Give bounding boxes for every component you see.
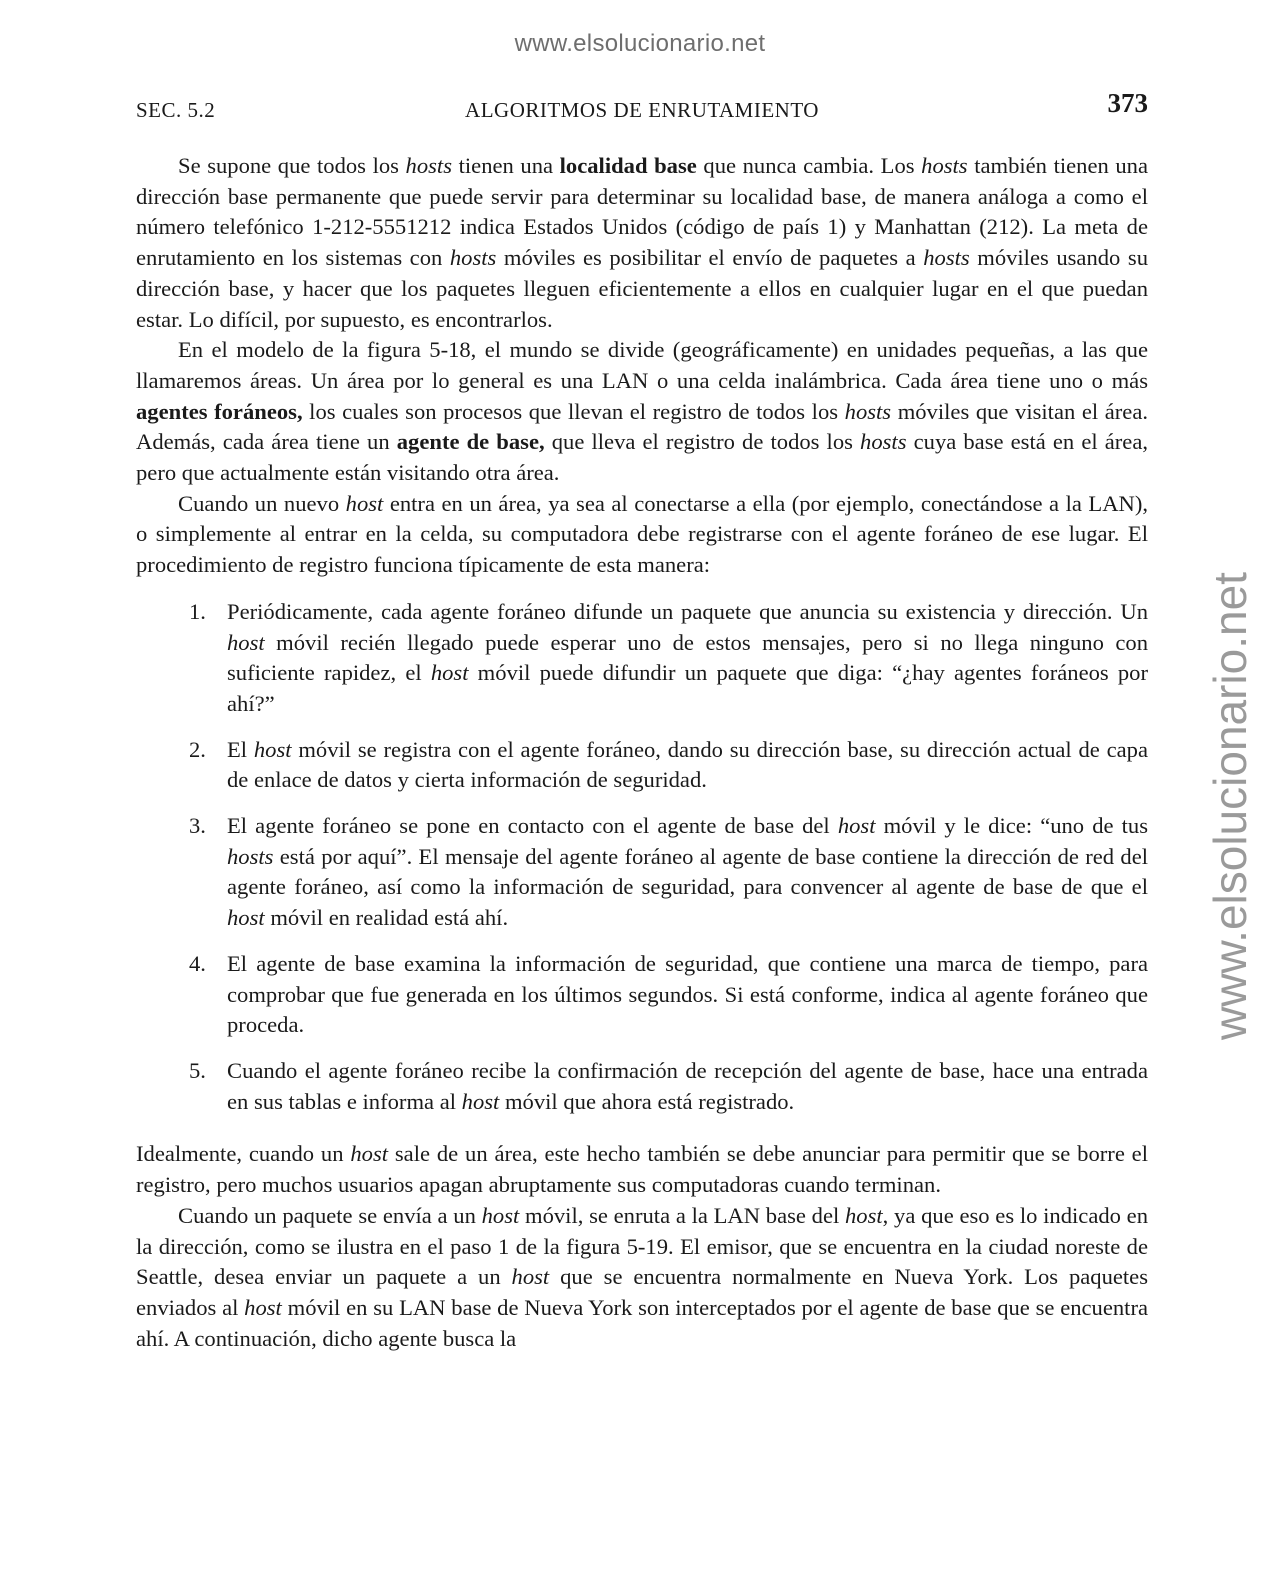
italic-term: host <box>350 1141 389 1167</box>
paragraph-areas-agents: En el modelo de la figura 5-18, el mundo se divide (geográficamente) en unidades pequeñas, a las que llamaremos áreas. Un área por lo general es una LAN o una celda inalámbrica. Cada área tiene uno o más agentes foráneos, los cuales son procesos que llevan el registro de todos los hosts móviles que visitan el área. Además, cada área tiene un agente de base, que lleva el registro de todos los hosts cuya base está en el área, pero que actualmente están visitando otra área. <box>136 337 1148 486</box>
list-item-number: 2. <box>189 736 206 762</box>
paragraph-leaving-area: Idealmente, cuando un host sale de un área, este hecho también se debe anunciar para permitir que se borre el registro, pero muchos usuarios apagan abruptamente sus computadoras cuando terminan. <box>136 1141 1148 1198</box>
list-item-number: 1. <box>189 598 206 624</box>
chapter-title: ALGORITMOS DE ENRUTAMIENTO <box>465 98 819 122</box>
bold-term: localidad base <box>559 153 697 178</box>
bold-term: agente de base, <box>396 429 545 455</box>
italic-term: hosts <box>923 245 970 271</box>
page-body <box>136 151 1148 1354</box>
list-item-number: 4. <box>189 950 206 976</box>
italic-term: hosts <box>844 398 892 424</box>
italic-term: host <box>345 490 384 516</box>
page-number: 373 <box>1107 88 1148 118</box>
italic-term: hosts <box>405 153 453 178</box>
italic-term: host <box>244 1294 282 1320</box>
list-item-number: 3. <box>189 813 206 839</box>
list-item-text: Cuando el agente foráneo recibe la confirmación de recepción del agente de base, hace una entrada en sus tablas e informa al host móvil que ahora está registrado. <box>227 1057 1148 1114</box>
list-item-text: El host móvil se registra con el agente foráneo, dando su dirección base, su dirección actual de capa de enlace de datos y cierta información de seguridad. <box>227 736 1148 793</box>
italic-term: host <box>461 1088 500 1114</box>
italic-term: host <box>837 813 876 839</box>
italic-term: host <box>430 660 469 686</box>
italic-term: hosts <box>227 843 274 869</box>
list-item <box>136 597 1148 720</box>
list-item <box>136 949 1148 1041</box>
list-item-text: Periódicamente, cada agente foráneo difunde un paquete que anuncia su existencia y dirección. Un host móvil recién llegado puede esperar uno de estos mensajes, pero si no llega ninguno con suficiente rapidez, el host móvil puede difundir un paquete que diga: “¿hay agentes foráneos por ahí?” <box>227 598 1148 716</box>
italic-term: host <box>227 905 265 931</box>
watermark-top: www.elsolucionario.net <box>514 30 766 57</box>
italic-term: hosts <box>449 245 497 271</box>
italic-term: hosts <box>921 153 968 178</box>
italic-term: host <box>253 736 292 762</box>
italic-term: host <box>481 1202 520 1228</box>
paragraph-home-location: Se supone que todos los hosts tienen una localidad base que nunca cambia. Los hosts también tienen una dirección base permanente que puede servir para determinar su localidad base, de manera análoga a como el número telefónico 1-212-5551212 indica Estados Unidos (código de país 1) y Manhattan (212). La meta de enrutamiento en los sistemas con hosts móviles es posibilitar el envío de paquetes a hosts móviles usando su dirección base, y hacer que los paquetes lleguen eficientemente a ellos en cualquier lugar en el que puedan estar. Lo difícil, por supuesto, es encontrarlos. <box>136 153 1149 332</box>
paragraph-packet-routing: Cuando un paquete se envía a un host móvil, se enruta a la LAN base del host, ya que eso es lo indicado en la dirección, como se ilustra en el paso 1 de la figura 5-19. El emisor, que se encuentra en la ciudad noreste de Seattle, desea enviar un paquete a un host que se encuentra normalmente en Nueva York. Los paquetes enviados al host móvil en su LAN base de Nueva York son interceptados por el agente de base que se encuentra ahí. A continuación, dicho agente busca la <box>136 1202 1148 1351</box>
list-item-text: El agente foráneo se pone en contacto con el agente de base del host móvil y le dice: “uno de tus hosts está por aquí”. El mensaje del agente foráneo al agente de base contiene la dirección de red del agente foráneo, así como la información de seguridad, para convencer al agente de base de que el host móvil en realidad está ahí. <box>227 813 1148 931</box>
paragraph-registration-intro: Cuando un nuevo host entra en un área, ya sea al conectarse a ella (por ejemplo, conectándose a la LAN), o simplemente al entrar en la celda, su computadora debe registrarse con el agente foráneo de ese lugar. El procedimiento de registro funciona típicamente de esta manera: <box>136 490 1148 578</box>
running-head <box>136 88 1148 124</box>
bold-term: agentes foráneos, <box>136 398 303 424</box>
italic-term: host <box>511 1264 550 1290</box>
italic-term: hosts <box>860 429 907 455</box>
section-label: SEC. 5.2 <box>136 98 216 122</box>
italic-term: host <box>227 629 265 655</box>
list-item <box>136 1056 1148 1117</box>
italic-term: host <box>845 1202 883 1228</box>
list-item <box>136 735 1148 796</box>
list-item-number: 5. <box>189 1057 206 1083</box>
list-item-text: El agente de base examina la información de seguridad, que contiene una marca de tiempo, para comprobar que fue generada en los últimos segundos. Si está conforme, indica al agente foráneo que proceda. <box>227 950 1148 1038</box>
registration-steps-list <box>136 597 1148 1118</box>
list-item <box>136 811 1148 934</box>
watermark-side: www.elsolucionario.net <box>1204 572 1256 1040</box>
